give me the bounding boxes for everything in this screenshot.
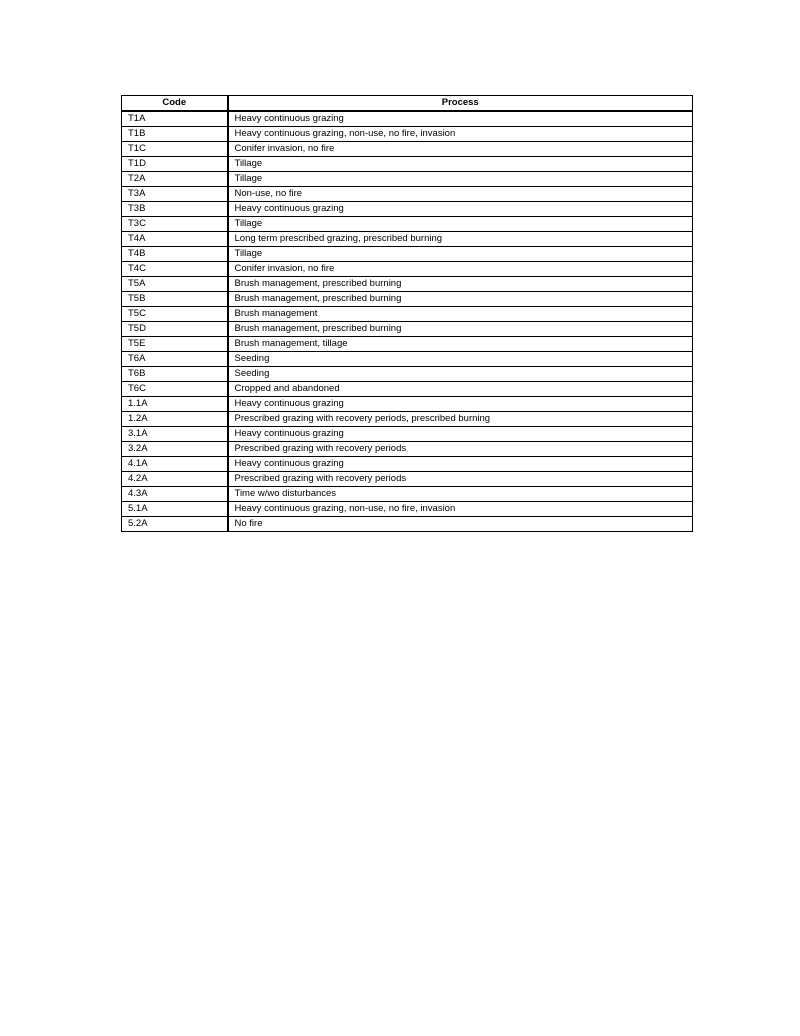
code-cell: 5.2A [122, 517, 228, 532]
code-cell: T3C [122, 217, 228, 232]
table-row [122, 517, 693, 532]
table-row [122, 502, 693, 517]
code-cell: T6B [122, 367, 228, 382]
process-cell: Seeding [228, 367, 693, 382]
process-cell: Cropped and abandoned [228, 382, 693, 397]
table-row [122, 487, 693, 502]
process-cell: No fire [228, 517, 693, 532]
code-cell: T4A [122, 232, 228, 247]
table-row [122, 382, 693, 397]
table-row [122, 457, 693, 472]
process-cell: Conifer invasion, no fire [228, 142, 693, 157]
table-row [122, 307, 693, 322]
table-header-row [122, 96, 693, 112]
process-cell: Prescribed grazing with recovery periods [228, 472, 693, 487]
table-row [122, 277, 693, 292]
code-cell: T5C [122, 307, 228, 322]
process-cell: Non-use, no fire [228, 187, 693, 202]
code-cell: 4.2A [122, 472, 228, 487]
process-cell: Long term prescribed grazing, prescribed burning [228, 232, 693, 247]
code-column-header: Code [122, 96, 228, 112]
process-cell: Prescribed grazing with recovery periods [228, 442, 693, 457]
table-row [122, 142, 693, 157]
code-cell: 1.2A [122, 412, 228, 427]
code-cell: T2A [122, 172, 228, 187]
code-cell: 3.2A [122, 442, 228, 457]
code-cell: 5.1A [122, 502, 228, 517]
table-row [122, 127, 693, 142]
process-cell: Tillage [228, 172, 693, 187]
table-row [122, 202, 693, 217]
table-row [122, 397, 693, 412]
process-cell: Heavy continuous grazing [228, 397, 693, 412]
process-cell: Brush management, prescribed burning [228, 277, 693, 292]
process-cell: Brush management, prescribed burning [228, 322, 693, 337]
process-cell: Heavy continuous grazing [228, 202, 693, 217]
code-cell: T1D [122, 157, 228, 172]
process-cell: Prescribed grazing with recovery periods, prescribed burning [228, 412, 693, 427]
table-row [122, 367, 693, 382]
table-row [122, 262, 693, 277]
process-cell: Brush management, prescribed burning [228, 292, 693, 307]
table-body [122, 111, 693, 532]
code-cell: T4C [122, 262, 228, 277]
code-cell: 4.3A [122, 487, 228, 502]
code-cell: 3.1A [122, 427, 228, 442]
code-cell: T1B [122, 127, 228, 142]
process-cell: Heavy continuous grazing [228, 427, 693, 442]
process-table [121, 95, 693, 532]
table-row [122, 157, 693, 172]
table-row [122, 337, 693, 352]
code-cell: 4.1A [122, 457, 228, 472]
table-row [122, 427, 693, 442]
table-row [122, 412, 693, 427]
table-row [122, 322, 693, 337]
code-cell: T3A [122, 187, 228, 202]
table-row [122, 111, 693, 127]
code-cell: T6C [122, 382, 228, 397]
process-cell: Tillage [228, 217, 693, 232]
code-cell: T5A [122, 277, 228, 292]
process-cell: Time w/wo disturbances [228, 487, 693, 502]
code-cell: 1.1A [122, 397, 228, 412]
process-cell: Brush management, tillage [228, 337, 693, 352]
process-cell: Heavy continuous grazing, non-use, no fire, invasion [228, 127, 693, 142]
table-row [122, 187, 693, 202]
table-row [122, 442, 693, 457]
table-row [122, 247, 693, 262]
code-cell: T5D [122, 322, 228, 337]
process-cell: Tillage [228, 247, 693, 262]
process-cell: Heavy continuous grazing [228, 457, 693, 472]
process-cell: Seeding [228, 352, 693, 367]
code-cell: T1A [122, 111, 228, 127]
code-cell: T5B [122, 292, 228, 307]
table-row [122, 232, 693, 247]
process-column-header: Process [228, 96, 693, 112]
table-row [122, 292, 693, 307]
code-cell: T1C [122, 142, 228, 157]
table-row [122, 352, 693, 367]
table-row [122, 472, 693, 487]
process-cell: Brush management [228, 307, 693, 322]
code-cell: T6A [122, 352, 228, 367]
table-row [122, 217, 693, 232]
process-cell: Heavy continuous grazing, non-use, no fire, invasion [228, 502, 693, 517]
table-row [122, 172, 693, 187]
process-cell: Heavy continuous grazing [228, 111, 693, 127]
code-cell: T3B [122, 202, 228, 217]
code-cell: T5E [122, 337, 228, 352]
process-cell: Conifer invasion, no fire [228, 262, 693, 277]
process-cell: Tillage [228, 157, 693, 172]
code-cell: T4B [122, 247, 228, 262]
